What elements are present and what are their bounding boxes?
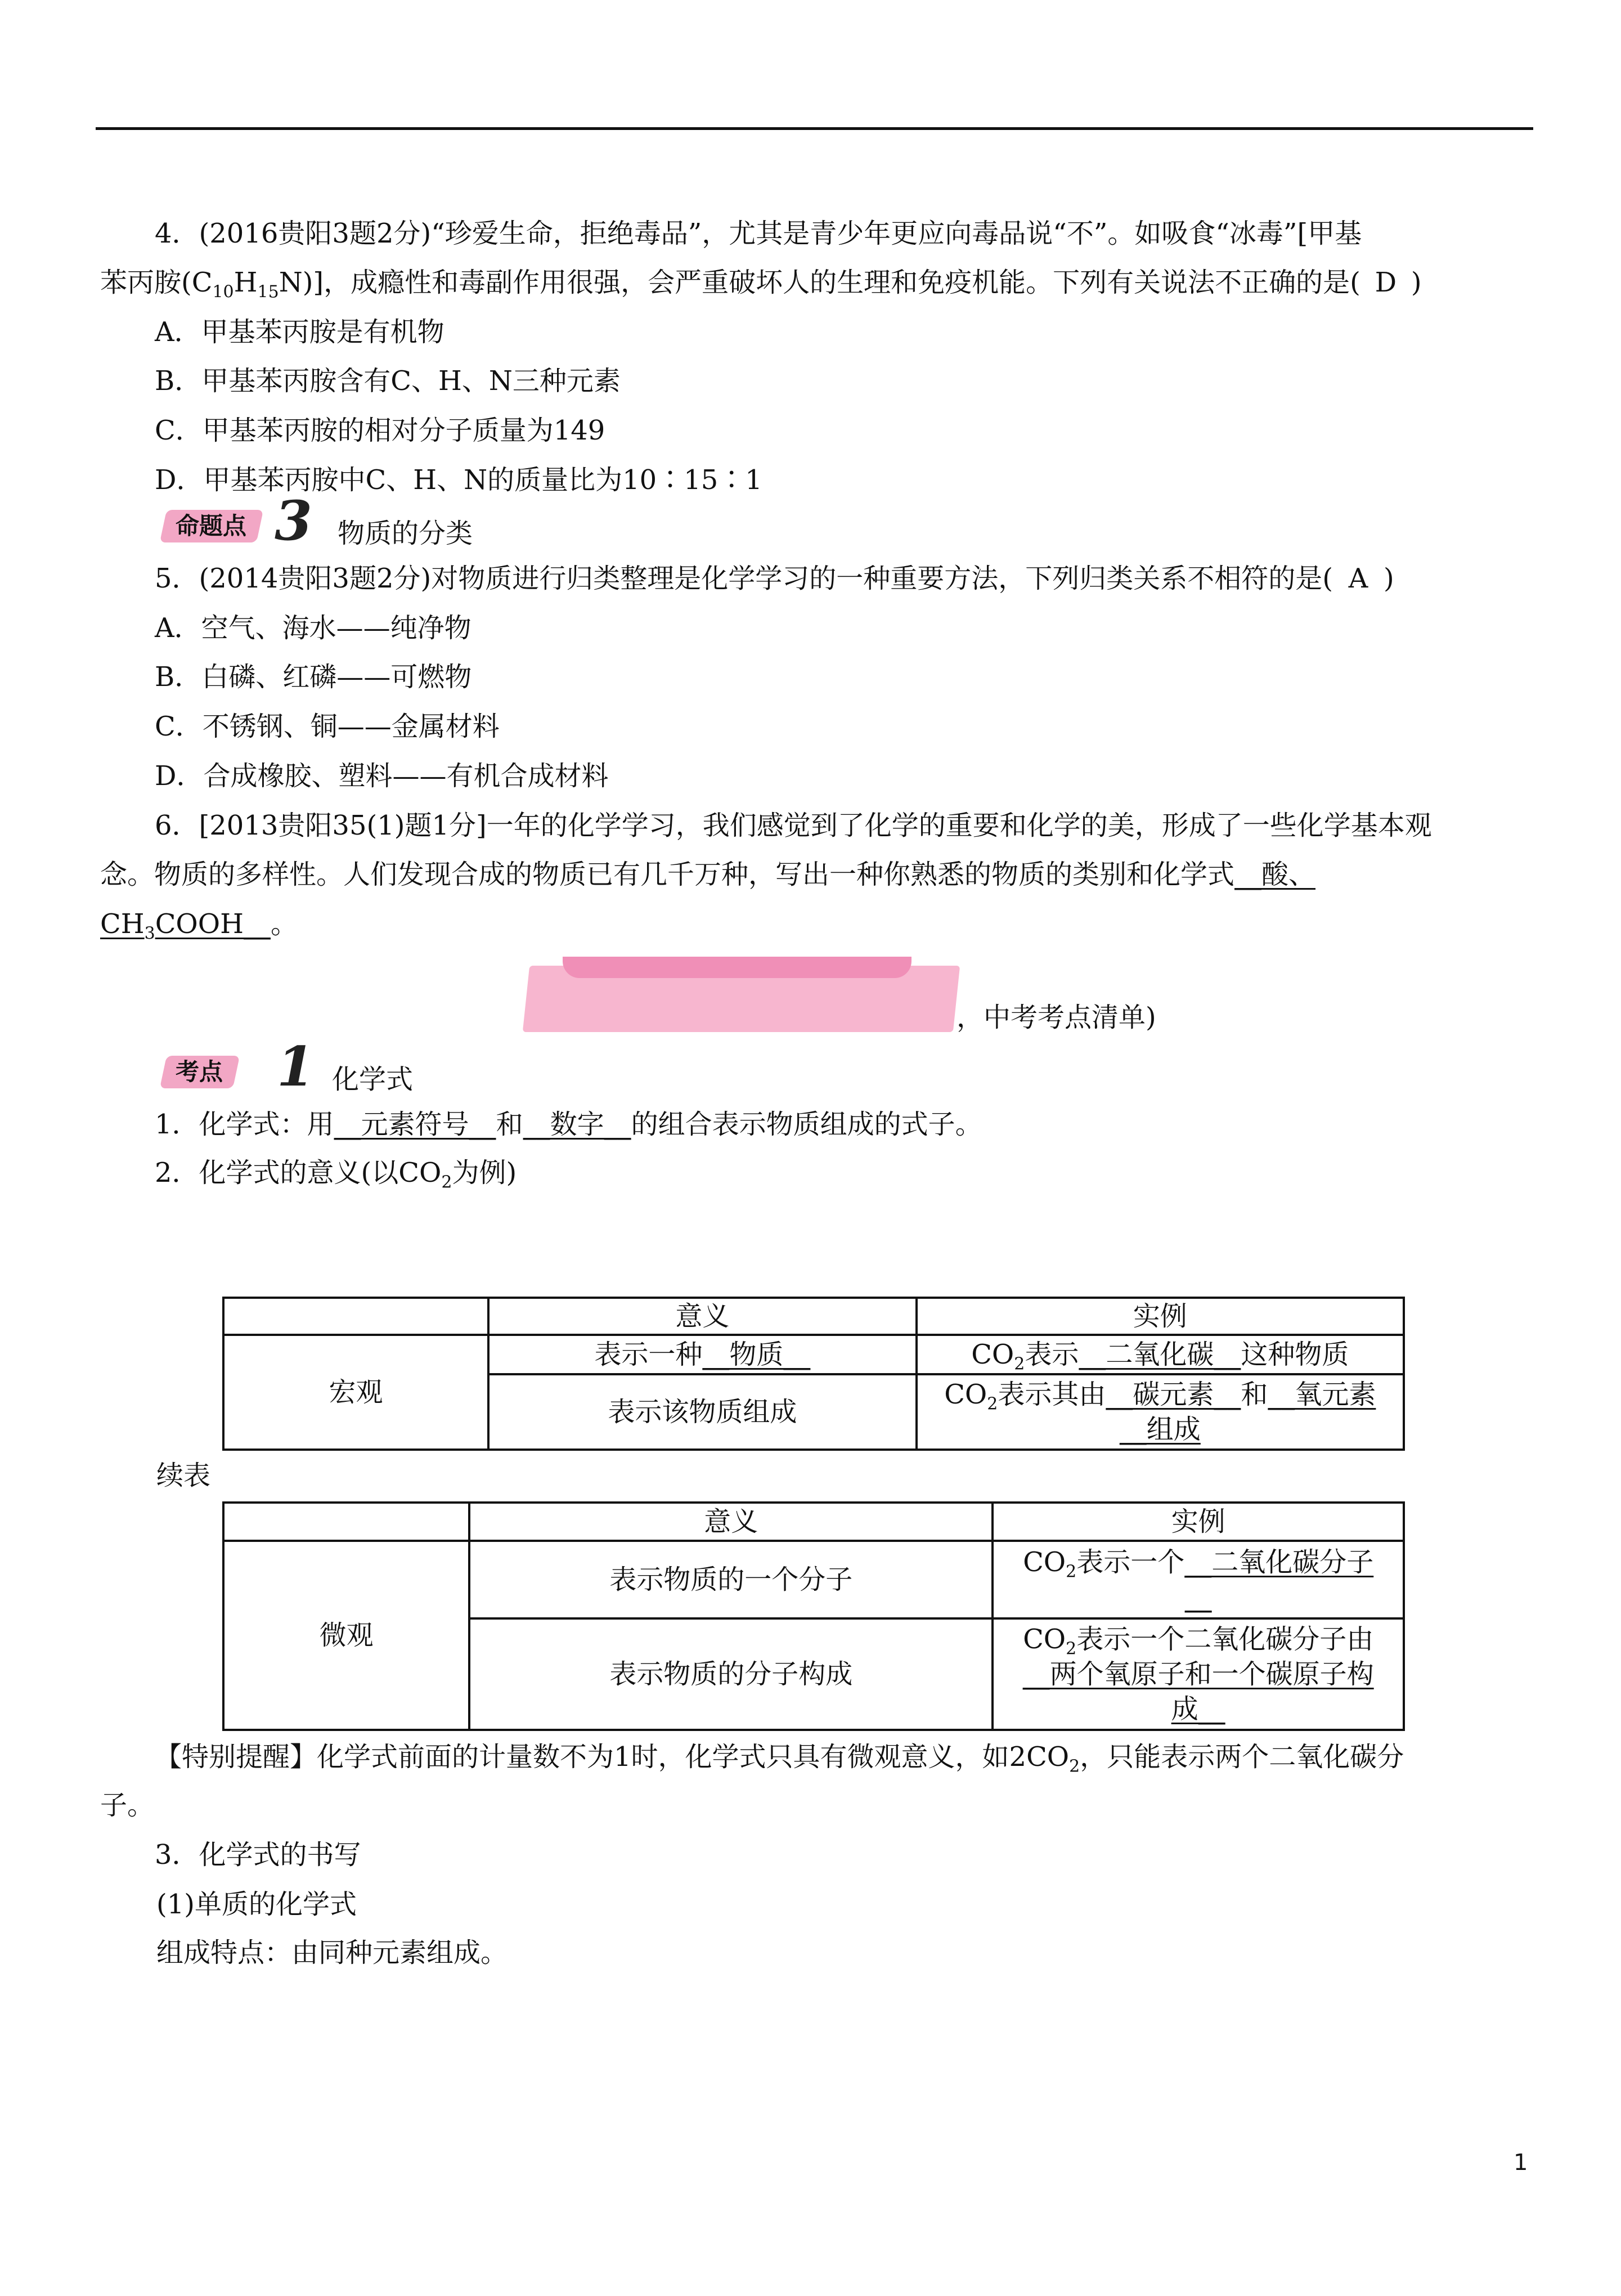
answer-element-symbol: __元素符号__ <box>334 1109 496 1140</box>
q5-option-c: C．不锈钢、铜——金属材料 <box>155 711 500 742</box>
section-title: 物质的分类 <box>338 518 473 549</box>
point-3-1: (1)单质的化学式 <box>156 1889 357 1920</box>
q5-option-d: D．合成橡胶、塑料——有机合成材料 <box>155 760 609 792</box>
q5-answer: A <box>1348 563 1368 594</box>
q4-option-b: B．甲基苯丙胺含有C、H、N三种元素 <box>155 365 621 397</box>
banner-text: ，中考考点清单) <box>957 1002 1156 1033</box>
q6-line2: 念。物质的多样性。人们发现合成的物质已有几千万种，写出一种你熟悉的物质的类别和化学式__酸、 <box>100 859 1316 890</box>
table1-header-meaning: 意义 <box>488 1298 916 1335</box>
meaning-table-2 <box>222 1501 1405 1731</box>
table1-r2-example: $CO_2$表示其由__碳元素__和__氧元素 __组成 <box>917 1374 1404 1450</box>
point-3: 3．化学式的书写 <box>155 1839 361 1871</box>
meaning-table-1 <box>222 1297 1405 1451</box>
section-badge: 命题点 <box>160 510 263 542</box>
continued-label: 续表 <box>156 1460 211 1491</box>
table2-r2-example: $CO_2$表示一个二氧化碳分子由 __两个氧原子和一个碳原子构 成__ <box>993 1618 1404 1730</box>
point-1: 1．化学式：用__元素符号__和__数字__的组合表示物质组成的式子。 <box>155 1109 982 1140</box>
kaodian-title: 化学式 <box>332 1064 414 1095</box>
point-3-2: 组成特点：由同种元素组成。 <box>156 1937 508 1968</box>
q5-option-b: B．白磷、红磷——可燃物 <box>155 661 472 693</box>
table2-group: 微观 <box>223 1541 469 1730</box>
q5-line1: 5．(2014贵阳3题2分)对物质进行归类整理是化学学习的一种重要方法，下列归类关系不相符的是( A ) <box>155 563 1394 594</box>
kaodian-badge: 考点 <box>160 1056 240 1088</box>
header-rule <box>96 127 1533 130</box>
q4-option-a: A．甲基苯丙胺是有机物 <box>155 316 444 348</box>
q4-answer: D <box>1375 267 1397 298</box>
table1-r2-meaning: 表示该物质组成 <box>488 1374 916 1450</box>
table2-header-meaning: 意义 <box>469 1503 993 1541</box>
section-number: 3 <box>275 489 312 553</box>
table1-header-example: 实例 <box>917 1298 1404 1335</box>
table1-corner <box>223 1298 488 1335</box>
q6-line1: 6．[2013贵阳35(1)题1分]一年的化学学习，我们感觉到了化学的重要和化学的美，形成了一些化学基本观 <box>155 810 1432 841</box>
q6-answer-1: __酸、 <box>1234 859 1316 890</box>
q4-line1: 4．(2016贵阳3题2分)“珍爱生命，拒绝毒品”，尤其是青少年更应向毒品说“不”。如吸食“冰毒”[甲基 <box>155 218 1362 249</box>
table1-group: 宏观 <box>223 1335 488 1450</box>
table1-r1-meaning: 表示一种__物质__ <box>488 1335 916 1374</box>
q4-option-c: C．甲基苯丙胺的相对分子质量为149 <box>155 415 605 446</box>
q6-answer-2: $CH_3COOH\_\_$ <box>100 908 271 944</box>
special-reminder-cont: 子。 <box>100 1790 155 1821</box>
table2-r1-meaning: 表示物质的一个分子 <box>469 1541 993 1618</box>
q4-option-d: D．甲基苯丙胺中C、H、N的质量比为10∶15∶1 <box>155 464 762 496</box>
table2-header-example: 实例 <box>993 1503 1404 1541</box>
table2-r1-example: $CO_2$表示一个__二氧化碳分子 __ <box>993 1541 1404 1618</box>
section-banner-accent <box>563 957 911 978</box>
answer-number: __数字__ <box>523 1109 631 1140</box>
kaodian-number: 1 <box>277 1035 315 1098</box>
special-reminder: 【特别提醒】化学式前面的计量数不为1时，化学式只具有微观意义，如$2CO_2$，只能表示两个二氧化碳分 <box>155 1741 1404 1777</box>
q6-line3: $CH_3COOH\_\_$。 <box>100 908 298 944</box>
q5-option-a: A．空气、海水——纯净物 <box>155 612 472 644</box>
page-number: 1 <box>1514 2150 1528 2176</box>
table2-corner <box>223 1503 469 1541</box>
q4-line2: 苯丙胺$(C_{10}H_{15}N)$]，成瘾性和毒副作用很强，会严重破坏人的生理和免疫机能。下列有关说法不正确的是( D ) <box>100 267 1422 302</box>
table1-r1-example: $CO_2$表示__二氧化碳__这种物质 <box>917 1335 1404 1374</box>
point-2: 2．化学式的意义(以$CO_2$为例) <box>155 1157 517 1192</box>
table2-r2-meaning: 表示物质的分子构成 <box>469 1618 993 1730</box>
